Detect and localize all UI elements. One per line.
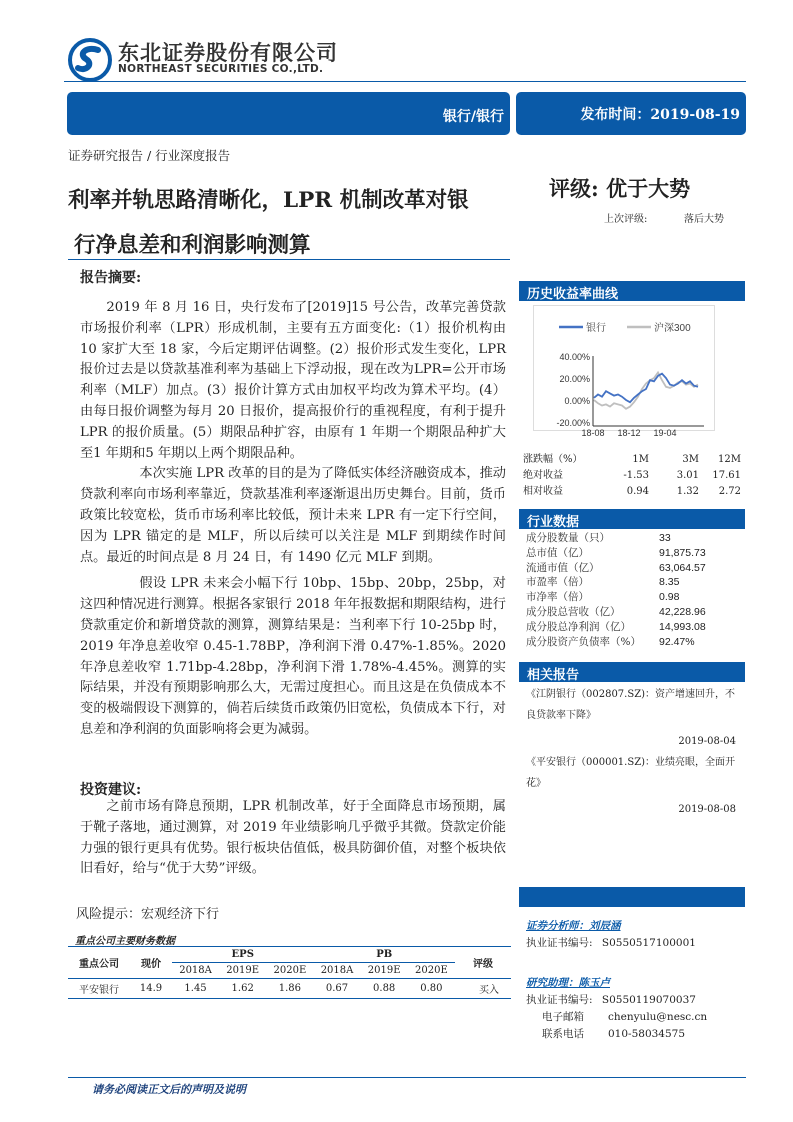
industry-data-value: 42,228.96: [659, 605, 706, 618]
related-heading: 相关报告: [519, 662, 745, 682]
cell-value: 0.88: [373, 983, 396, 994]
summary-heading: 报告摘要:: [80, 270, 142, 286]
industry-data-key: 流通市值（亿）: [526, 561, 600, 574]
related-report-link[interactable]: 《江阴银行（002807.SZ)：资产增速回升，不良贷款率下降》: [526, 689, 736, 721]
returns-cell: 1.32: [676, 486, 699, 497]
title-line-1: 利率并轨思路清晰化，LPR 机制改革对银: [68, 188, 469, 213]
title-line-2: 行净息差和利润影响测算: [74, 233, 311, 258]
year-header: 2018A: [320, 965, 354, 976]
analyst-cert: [526, 935, 707, 952]
risk-warning: 风险提示：宏观经济下行: [76, 907, 220, 922]
industry-data-value: 92.47%: [659, 635, 695, 648]
cert-number: S0550517100001: [601, 937, 696, 949]
analyst-bar: [519, 887, 745, 907]
industry-data-key: 市盈率（倍）: [526, 576, 589, 589]
summary-body: [80, 298, 506, 741]
industry-data-row: [526, 531, 741, 546]
summary-divider: [68, 259, 510, 260]
returns-cell: -1.53: [623, 470, 649, 481]
prev-rating-value: 落后大势: [684, 214, 724, 225]
year-header: 2019E: [367, 965, 401, 976]
assistant-name: 研究助理：陈玉卢: [526, 977, 610, 989]
company-name-en: NORTHEAST SECURITIES CO.,LTD.: [118, 63, 324, 75]
industry-data-row: [526, 605, 741, 620]
table-row: [68, 979, 511, 999]
phone-number: 010-58034575: [608, 1028, 686, 1040]
logo: [68, 38, 112, 82]
email-link[interactable]: chenyulu@nesc.cn: [608, 1011, 708, 1023]
phone-row: [526, 1026, 707, 1043]
rating: 评级: 优于大势: [549, 176, 691, 201]
summary-paragraph: 2019 年 8 月 16 日，央行发布了[2019]15 号公告，改革完善贷款市场报价利率（LPR）形成机制，主要有五方面变化:（1）报价机构由 10 家扩大至 18 家，今后定期评估调整。(2）报价形式发生变化，LPR 报价过去是以贷款基准利率为基础上下浮动报，现在改为LPR=公开市场利率（MLF）加点。(3）报价计算方式由加权平均改为算术平均。(4）由每日报价调整为每月 20 日报价，提高报价行的重视程度，有利于提升 LPR 的报价质量。(5）期限品种扩容，由原有 1 年期一个期限品种扩大至1 年期和5 年期以上两个期限品种。: [80, 300, 506, 461]
footer-disclaimer: 请务必阅读正文后的声明及说明: [92, 1083, 246, 1096]
chart-svg: [534, 306, 716, 438]
related-report-date: 2019-08-04: [678, 736, 736, 747]
industry-data-key: 总市值（亿）: [526, 546, 589, 559]
industry-label: 银行/银行: [442, 109, 504, 125]
advice-heading: 投资建议:: [80, 782, 142, 798]
industry-data-row: [526, 590, 741, 605]
year-header: 2019E: [226, 965, 260, 976]
industry-data-row: [526, 635, 741, 650]
y-tick-label: 40.00%: [559, 352, 590, 362]
industry-data-key: 成分股数量（只）: [526, 532, 610, 544]
returns-row: [523, 468, 741, 484]
fin-table-title: 重点公司主要财务数据: [75, 936, 175, 947]
cell-value: 0.80: [420, 983, 443, 994]
advice-paragraph: 之前市场有降息预期，LPR 机制改革，好于全面降息市场预期，属于靴子落地，通过测算，对 2019 年业绩影响几乎微乎其微。贷款定价能力强的银行更具有优势。银行板块估值低，极具防御价值，对整个板块依旧看好，给与“优于大势”评级。: [80, 799, 506, 877]
publish-time: 发布时间：2019-08-19: [580, 106, 740, 123]
industry-data-value: 63,064.57: [659, 561, 706, 574]
assistant-cert: [526, 992, 707, 1009]
fin-table: [68, 946, 511, 999]
y-tick-label: 20.00%: [559, 374, 590, 384]
returns-h: 1M: [632, 454, 649, 465]
industry-data-key: 成分股资产负债率（%）: [526, 635, 641, 648]
prev-rating-label: 上次评级:: [604, 214, 648, 225]
industry-bar: [67, 92, 510, 135]
industry-data-list: [526, 531, 741, 649]
phone-label: 联系电话: [542, 1028, 584, 1040]
returns-cell: 17.61: [712, 470, 741, 481]
page-title: [68, 178, 518, 268]
col-pb: PB: [313, 947, 455, 963]
industry-data-key: 成分股总净利润（亿）: [526, 620, 631, 633]
cell-value: 0.67: [325, 983, 349, 994]
summary-paragraph: 假设 LPR 未来会小幅下行 10bp、15bp、20bp，25bp，对这四种情况进行测算。根据各家银行 2018 年年报数据和期限结构，进行贷款重定价和新增贷款的测算，测算结果是：当利率下行 10-25bp 时，2019 年净息差收窄 0.45-1.78BP，净利润下滑 0.47%-1.85%。2020 年净息差收窄 1.71bp-4.28bp，净利润下滑 1.78%-4.45%。测算的实际结果，并没有预期影响那么大，无需过度担心。而且这是在负债成本不变的极端假设下测算的，倘若后续货币政策仍旧宽松，负债成本下行，对息差和净利润的负面影响将会更为减弱。: [80, 576, 506, 737]
email-row: [526, 1009, 707, 1026]
series-line-bank: [594, 374, 698, 403]
returns-table: [523, 452, 741, 500]
summary-paragraph: 本次实施 LPR 改革的目的是为了降低实体经济融资成本，推动贷款利率向市场利率靠近，贷款基准利率逐渐退出历史舞台。目前，货币政策比较宽松，货币市场利率比较低，预计未来 LPR 有一定下行空间，因为 LPR 锚定的是 MLF，所以后续可以关注是 MLF 到期续作时间点。最近的时间点是 8 月 24 日，有 1490 亿元 MLF 到期。: [80, 466, 506, 565]
y-tick-label: 0.00%: [564, 396, 590, 406]
col-company: 重点公司: [79, 959, 119, 970]
year-header: 2020E: [415, 965, 448, 976]
industry-data-value: 8.35: [659, 576, 680, 589]
history-chart: [533, 305, 715, 438]
industry-data-row: [526, 575, 741, 590]
industry-data-row: [526, 546, 741, 561]
returns-cell: 绝对收益: [523, 470, 563, 481]
cert-number: S0550119070037: [601, 994, 696, 1006]
col-price: 现价: [141, 959, 161, 970]
company-name-cn: 东北证券股份有限公司: [118, 41, 338, 65]
returns-cell: 0.94: [626, 486, 649, 497]
cell-company: 平安银行: [79, 985, 119, 996]
returns-header: [523, 452, 741, 468]
industry-data-key: 市净率（倍）: [526, 591, 589, 604]
header-divider: [64, 81, 746, 82]
col-eps: EPS: [172, 947, 313, 963]
cert-label: 执业证书编号:: [526, 994, 593, 1006]
cell-value: 1.45: [184, 983, 207, 994]
returns-cell: 2.72: [718, 486, 741, 497]
footer-divider: [68, 1077, 746, 1078]
analyst-info: [526, 918, 707, 1043]
industry-data-row: [526, 620, 741, 635]
publish-time-bar: [516, 92, 746, 135]
cell-price: 14.9: [139, 983, 163, 994]
returns-cell: 3.01: [676, 470, 699, 481]
returns-row: [523, 484, 741, 500]
cell-value: 1.62: [231, 983, 254, 994]
related-list: [526, 684, 736, 820]
returns-cell: 相对收益: [523, 486, 563, 497]
series-line-hs300: [594, 373, 698, 409]
history-heading: 历史收益率曲线: [519, 281, 745, 301]
related-report-date: 2019-08-08: [678, 804, 736, 815]
industry-data-value: 91,875.73: [659, 546, 706, 559]
x-tick-label: 18-08: [581, 428, 605, 438]
email-label: 电子邮箱: [542, 1011, 584, 1023]
industry-data-value: 14,993.08: [659, 620, 706, 633]
legend-label: 沪深300: [654, 323, 691, 334]
industry-data-value: 0.98: [659, 591, 680, 604]
returns-h: 12M: [718, 454, 741, 465]
cell-value: 1.86: [278, 983, 302, 994]
year-header: 2018A: [179, 965, 212, 976]
x-tick-label: 18-12: [617, 428, 641, 438]
industry-data-key: 成分股总营收（亿）: [526, 605, 621, 618]
related-report-link[interactable]: 《平安银行（000001.SZ)：业绩亮眼，全面开花》: [526, 757, 736, 789]
cert-label: 执业证书编号:: [526, 937, 593, 949]
returns-h: 3M: [682, 454, 699, 465]
legend-label: 银行: [586, 323, 606, 334]
industry-data-heading: 行业数据: [519, 509, 745, 529]
cell-rating: 买入: [479, 985, 499, 996]
y-tick-label: -20.00%: [556, 418, 590, 428]
breadcrumb: 证券研究报告 / 行业深度报告: [68, 148, 231, 163]
returns-h: 涨跌幅（%）: [523, 454, 583, 465]
industry-data-value: 33: [659, 532, 671, 544]
col-rating: 评级: [473, 959, 493, 970]
company-logo-icon: [68, 38, 112, 82]
year-header: 2020E: [273, 965, 307, 976]
analyst-name: 证券分析师：刘辰涵: [526, 920, 621, 932]
x-tick-label: 19-04: [653, 428, 677, 438]
industry-data-row: [526, 561, 741, 576]
